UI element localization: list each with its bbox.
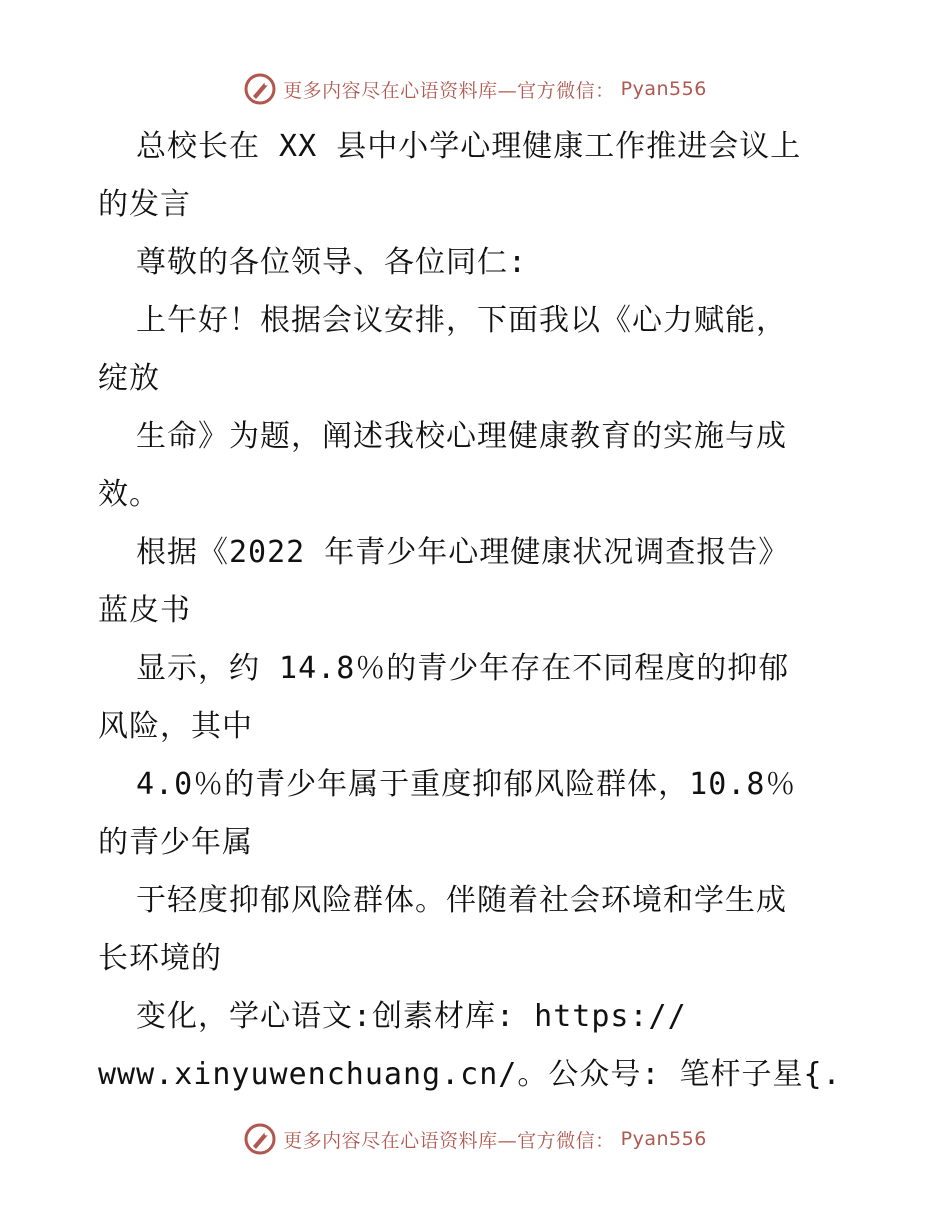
paragraph-line: 长环境的: [98, 941, 222, 976]
footer-watermark: [0, 1122, 950, 1156]
paragraph-line: 显示，约 14.8％的青少年存在不同程度的抑郁: [136, 651, 790, 686]
salutation: 尊敬的各位领导、各位同仁:: [136, 245, 528, 280]
pen-nib-logo-icon: [243, 72, 277, 106]
paragraph-line: 4.0％的青少年属于重度抑郁风险群体，10.8％: [136, 767, 797, 802]
paragraph-line: 变化，学心语文:创素材库: https://: [136, 999, 687, 1034]
watermark-wechat-id: Pyan556: [620, 1128, 707, 1150]
paragraph-line: 于轻度抑郁风险群体。伴随着社会环境和学生成: [136, 883, 787, 918]
header-watermark: [0, 72, 950, 106]
title-line-2: 的发言: [98, 187, 191, 222]
pen-nib-logo-icon: [243, 1122, 277, 1156]
watermark-text: 更多内容尽在心语资料库—官方微信：: [283, 1129, 615, 1152]
watermark-wechat-id: Pyan556: [620, 78, 707, 100]
paragraph-line: 蓝皮书: [98, 593, 191, 628]
paragraph-line: 上午好！根据会议安排，下面我以《心力赋能，: [136, 303, 787, 338]
title-line-1: 总校长在 XX 县中小学心理健康工作推进会议上: [136, 129, 802, 164]
paragraph-line: www.xinyuwenchuang.cn/。公众号: 笔杆子星{.: [98, 1057, 842, 1092]
watermark-text: 更多内容尽在心语资料库—官方微信：: [283, 79, 615, 102]
paragraph-line: 根据《2022 年青少年心理健康状况调查报告》: [136, 535, 790, 570]
paragraph-line: 的青少年属: [98, 825, 253, 860]
paragraph-line: 生命》为题，阐述我校心理健康教育的实施与成: [136, 419, 787, 454]
document-body: [98, 118, 858, 1104]
paragraph-line: 绽放: [98, 361, 160, 396]
paragraph-line: 风险，其中: [98, 709, 253, 744]
paragraph-line: 效。: [98, 477, 160, 512]
